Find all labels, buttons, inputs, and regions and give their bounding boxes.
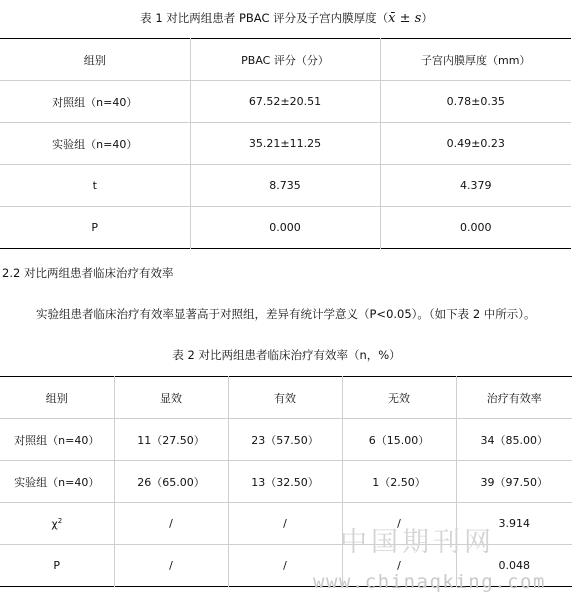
table1-cell: 0.78±0.35 [380, 81, 571, 123]
table2-cell: P [0, 545, 114, 587]
table2-cell: 26（65.00） [114, 461, 228, 503]
table2-header-cell: 显效 [114, 377, 228, 419]
table2-cell: / [342, 503, 456, 545]
table1-header-cell: 组别 [83, 53, 106, 67]
table1-caption-prefix: 表 1 对比两组患者 PBAC 评分及子宫内膜厚度（ [140, 11, 389, 25]
table2-cell: 0.048 [456, 545, 572, 587]
table1-cell: P [0, 207, 190, 249]
table1-header-cell: 子宫内膜厚度（mm） [380, 39, 571, 81]
table2-cell: / [228, 545, 342, 587]
chi-superscript: 2 [57, 516, 63, 525]
table1-row [0, 207, 571, 249]
table2-cell: 39（97.50） [456, 461, 572, 503]
table2-cell: / [228, 503, 342, 545]
table2-caption: 表 2 对比两组患者临床治疗有效率（n，%） [172, 348, 401, 362]
table2-cell: 6（15.00） [342, 419, 456, 461]
table2-cell: 实验组（n=40） [0, 461, 114, 503]
table2-cell: 11（27.50） [114, 419, 228, 461]
table1-cell: t [0, 165, 190, 207]
table2-cell: 13（32.50） [228, 461, 342, 503]
table2-cell: / [114, 545, 228, 587]
table1-cell: 0.000 [380, 207, 571, 249]
table2-header-cell: 无效 [342, 377, 456, 419]
table1-row [0, 81, 571, 123]
table1 [0, 38, 571, 249]
watermark-url: www.chinaqking.com [313, 571, 546, 593]
table2-row [0, 461, 572, 503]
table1-caption-suffix: ） [421, 11, 433, 25]
body-paragraph: 实验组患者临床治疗有效率显著高于对照组，差异有统计学意义（P<0.05）。（如下表 2 中所示）。 [36, 307, 536, 321]
table1-header-row [0, 39, 571, 81]
table2-cell: 34（85.00） [456, 419, 572, 461]
table2-row [0, 419, 572, 461]
table2-cell: / [114, 503, 228, 545]
table1-cell: 0.000 [190, 207, 380, 249]
chi-symbol: χ [51, 517, 58, 531]
table1-caption [0, 10, 573, 26]
table1-cell: 8.735 [190, 165, 380, 207]
table2-cell: 1（2.50） [342, 461, 456, 503]
table1-cell: 4.379 [380, 165, 571, 207]
table2-header-cell: 有效 [228, 377, 342, 419]
table2-cell: 23（57.50） [228, 419, 342, 461]
table2-header-row [0, 377, 572, 419]
table1-row [0, 123, 571, 165]
section-heading: 2.2 对比两组患者临床治疗有效率 [2, 266, 174, 280]
table2-header-cell: 组别 [45, 391, 68, 405]
table2-cell: 对照组（n=40） [0, 419, 114, 461]
table1-caption-formula: x̄ ± s [388, 11, 422, 26]
table2-header-cell: 治疗有效率 [456, 377, 572, 419]
table1-cell: 0.49±0.23 [380, 123, 571, 165]
table1-cell: 67.52±20.51 [190, 81, 380, 123]
table1-cell: 35.21±11.25 [190, 123, 380, 165]
table2-cell: / [342, 545, 456, 587]
table2-cell: 3.914 [456, 503, 572, 545]
table1-cell: 实验组（n=40） [0, 123, 190, 165]
table2-cell-chi [0, 503, 114, 545]
watermark-chinese: 中国期刊网 [340, 527, 495, 558]
table1-header-cell: PBAC 评分（分） [190, 39, 380, 81]
table1-row [0, 165, 571, 207]
table1-cell: 对照组（n=40） [0, 81, 190, 123]
